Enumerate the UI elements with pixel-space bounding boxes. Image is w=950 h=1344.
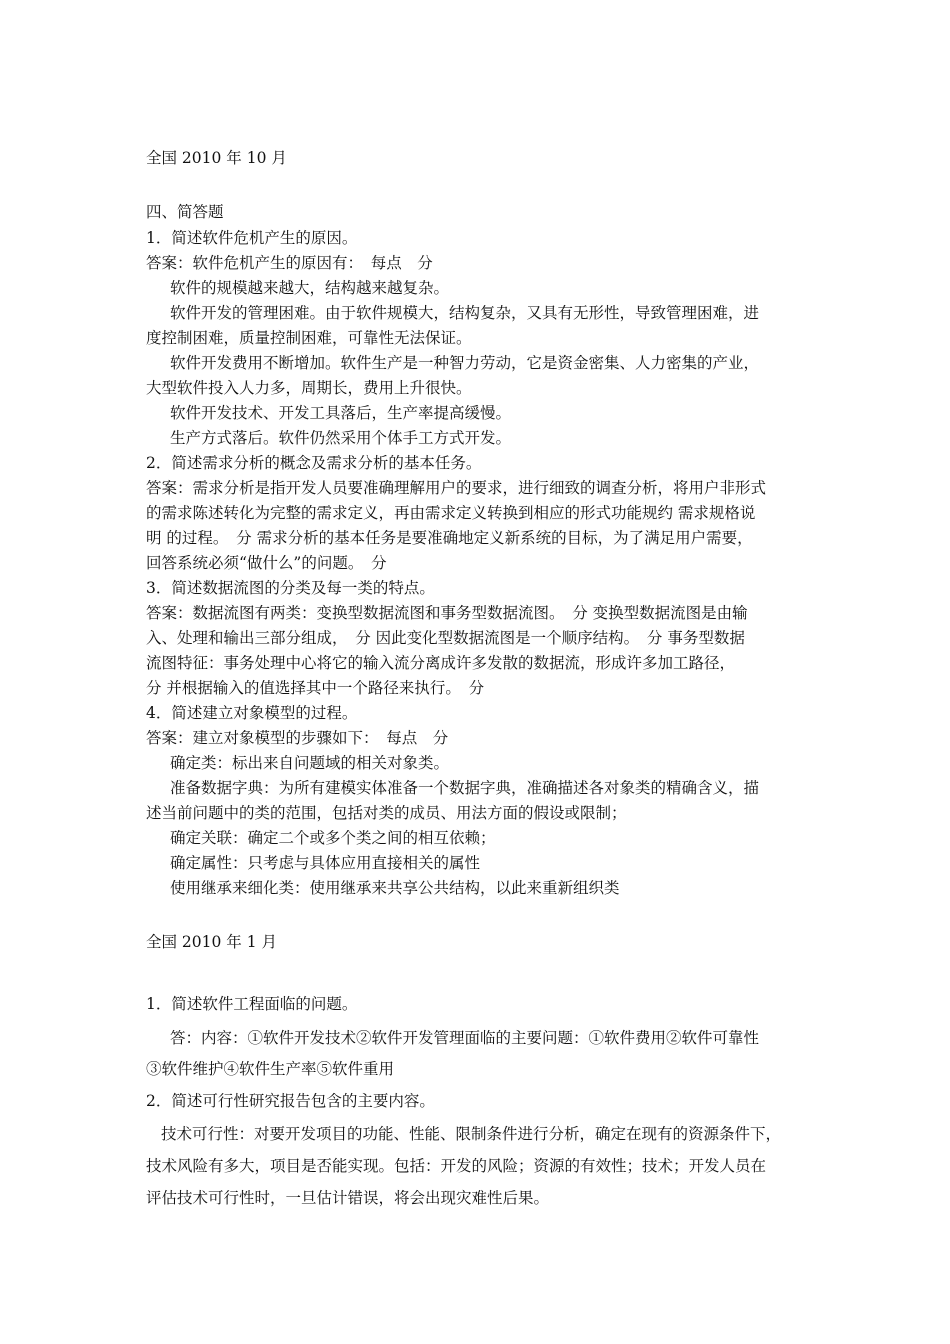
answer-1-continued: 大型软件投入人力多，周期长，费用上升很快。: [146, 379, 472, 397]
answer-1-point: 生产方式落后。软件仍然采用个体手工方式开发。: [170, 429, 512, 447]
answer-1-point: 软件开发技术、开发工具落后，生产率提高缓慢。: [170, 404, 512, 422]
answer-1-point: 软件的规模越来越大，结构越来越复杂。: [170, 279, 450, 297]
answer-4-continued: 述当前问题中的类的范围，包括对类的成员、用法方面的假设或限制；: [146, 804, 627, 822]
part-title: 四、简答题: [146, 203, 224, 221]
question-1: 1．简述软件工程面临的问题。: [146, 995, 358, 1013]
question-3: 3．简述数据流图的分类及每一类的特点。: [146, 579, 435, 597]
answer-1-text: 答：内容：①软件开发技术②软件开发管理面临的主要问题：①软件费用②软件可靠性: [170, 1029, 760, 1047]
answer-2-text: 技术可行性：对要开发项目的功能、性能、限制条件进行分析，确定在现有的资源条件下，: [161, 1125, 782, 1143]
answer-3-text: 答案：数据流图有两类：变换型数据流图和事务型数据流图。 分 变换型数据流图是由输: [146, 604, 748, 622]
question-4: 4．简述建立对象模型的过程。: [146, 704, 358, 722]
section-heading-2010-01: 全国 2010 年 1 月: [146, 933, 278, 951]
answer-3-text: 入、处理和输出三部分组成， 分 因此变化型数据流图是一个顺序结构。 分 事务型数据: [146, 629, 745, 647]
answer-4-point: 准备数据字典：为所有建模实体准备一个数据字典，准确描述各对象类的精确含义，描: [170, 779, 760, 797]
answer-4-point: 确定属性：只考虑与具体应用直接相关的属性: [170, 854, 481, 872]
answer-2-text: 的需求陈述转化为完整的需求定义，再由需求定义转换到相应的形式功能规约 需求规格说: [146, 504, 756, 522]
answer-1-point: 软件开发费用不断增加。软件生产是一种智力劳动，它是资金密集、人力密集的产业，: [170, 354, 760, 372]
answer-2-text: 回答系统必须“做什么”的问题。 分: [146, 554, 387, 572]
answer-2-text: 明 的过程。 分 需求分析的基本任务是要准确地定义新系统的目标，为了满足用户需要，: [146, 529, 753, 547]
answer-3-text: 分 并根据输入的值选择其中一个路径来执行。 分: [146, 679, 485, 697]
answer-2-text: 评估技术可行性时，一旦估计错误，将会出现灾难性后果。: [146, 1189, 550, 1207]
answer-1-continued: 度控制困难，质量控制困难，可靠性无法保证。: [146, 329, 472, 347]
answer-4-point: 确定关联：确定二个或多个类之间的相互依赖；: [170, 829, 496, 847]
answer-1-point: 软件开发的管理困难。由于软件规模大，结构复杂，又具有无形性，导致管理困难，进: [170, 304, 760, 322]
answer-3-text: 流图特征：事务处理中心将它的输入流分离成许多发散的数据流，形成许多加工路径，: [146, 654, 736, 672]
answer-4-point: 使用继承来细化类：使用继承来共享公共结构，以此来重新组织类: [170, 879, 620, 897]
answer-1-continued: ③软件维护④软件生产率⑤软件重用: [146, 1060, 395, 1078]
answer-2-text: 技术风险有多大，项目是否能实现。包括：开发的风险；资源的有效性；技术；开发人员在: [146, 1157, 767, 1175]
section-heading-2010-10: 全国 2010 年 10 月: [146, 149, 287, 167]
question-2: 2．简述可行性研究报告包含的主要内容。: [146, 1092, 435, 1110]
answer-4-intro: 答案：建立对象模型的步骤如下： 每点 分: [146, 729, 449, 747]
answer-4-point: 确定类：标出来自问题域的相关对象类。: [170, 754, 450, 772]
answer-1-intro: 答案：软件危机产生的原因有： 每点 分: [146, 254, 433, 272]
question-1: 1．简述软件危机产生的原因。: [146, 229, 358, 247]
question-2: 2．简述需求分析的概念及需求分析的基本任务。: [146, 454, 482, 472]
answer-2-text: 答案：需求分析是指开发人员要准确理解用户的要求，进行细致的调查分析，将用户非形式: [146, 479, 767, 497]
